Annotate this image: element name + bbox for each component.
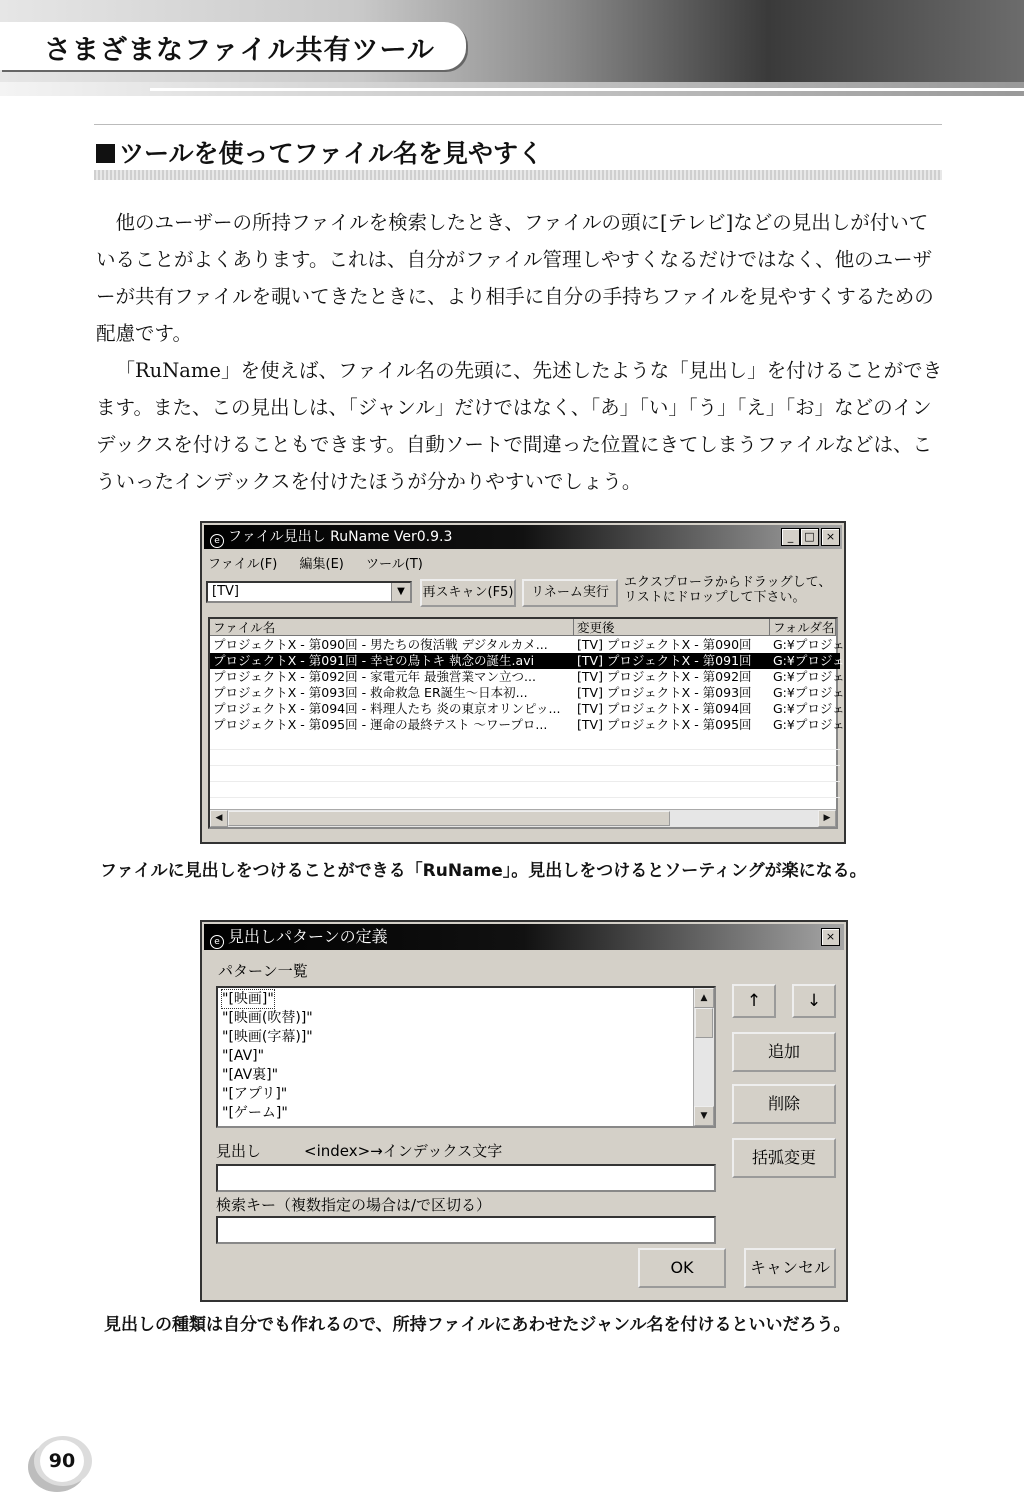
grid-line — [210, 765, 840, 766]
app-icon: e — [210, 534, 224, 548]
app-icon: e — [210, 935, 224, 949]
page-number: 90 — [40, 1440, 84, 1482]
window-titlebar[interactable] — [204, 525, 842, 549]
close-button[interactable]: × — [821, 528, 840, 546]
scroll-thumb[interactable] — [695, 1008, 713, 1038]
heading-label: 見出し — [216, 1142, 262, 1160]
cell-after: [TV] プロジェクトX - 第094回 — [577, 701, 752, 716]
list-item[interactable]: "[映画(吹替)]" — [222, 1010, 313, 1026]
square-bullet-icon — [96, 144, 115, 163]
table-row[interactable] — [210, 685, 845, 701]
chapter-title: さまざまなファイル共有ツール — [44, 35, 435, 66]
horizontal-scrollbar[interactable] — [210, 809, 836, 827]
table-row[interactable] — [210, 637, 845, 653]
drop-hint: エクスプローラからドラッグして、リストにドロップして下さい。 — [624, 575, 832, 605]
cell-after: [TV] プロジェクトX - 第092回 — [577, 669, 752, 684]
cell-filename: プロジェクトX - 第094回 - 料理人たち 炎の東京オリンピッ... — [213, 701, 561, 716]
runame-window — [200, 521, 846, 844]
search-key-input[interactable] — [216, 1216, 716, 1244]
grid-line — [210, 781, 840, 782]
caption-pattern: 見出しの種類は自分でも作れるので、所持ファイルにあわせたジャンル名を付けるといいだろう。 — [104, 1315, 851, 1335]
cell-after: [TV] プロジェクトX - 第090回 — [577, 637, 752, 652]
column-header-filename[interactable]: ファイル名 — [210, 619, 574, 636]
table-row-selected[interactable] — [210, 653, 845, 669]
ok-button[interactable]: OK — [638, 1248, 726, 1288]
menu-bar — [208, 553, 441, 572]
cell-after: [TV] プロジェクトX - 第095回 — [577, 717, 752, 732]
pattern-dialog — [200, 920, 848, 1302]
cell-filename: プロジェクトX - 第092回 - 家電元年 最強営業マン立つ... — [213, 669, 536, 684]
section-rule — [94, 124, 942, 125]
maximize-button[interactable]: □ — [800, 528, 819, 546]
header-divider — [150, 88, 1024, 91]
cell-filename: プロジェクトX - 第093回 - 救命救急 ER誕生～日本初... — [213, 685, 528, 700]
section-bar — [94, 170, 942, 180]
minimize-button[interactable]: _ — [781, 528, 800, 546]
table-row[interactable] — [210, 669, 845, 685]
scroll-right-icon[interactable]: ▶ — [818, 810, 836, 827]
scroll-thumb[interactable] — [228, 811, 670, 826]
list-item[interactable]: "[映画]" — [222, 991, 274, 1007]
grid-line — [210, 749, 840, 750]
scroll-left-icon[interactable]: ◀ — [210, 810, 228, 827]
menu-edit[interactable]: 編集(E) — [299, 557, 344, 572]
scroll-down-icon[interactable]: ▼ — [694, 1106, 714, 1126]
cell-folder: G:¥プロジェ — [773, 685, 845, 700]
caption-runame: ファイルに見出しをつけることができる「RuName」。見出しをつけるとソーティングが楽になる。 — [100, 861, 867, 881]
cancel-button[interactable]: キャンセル — [744, 1248, 836, 1288]
cell-folder: G:¥プロジェ — [773, 653, 845, 668]
cell-filename: プロジェクトX - 第091回 - 幸せの鳥トキ 執念の誕生.avi — [213, 653, 535, 668]
window-title: ファイル見出し RuName Ver0.9.3 — [228, 529, 453, 545]
section-title: ツールを使ってファイル名を見やすく — [119, 139, 544, 168]
heading-hint: <index>→インデックス文字 — [304, 1142, 503, 1160]
chevron-down-icon[interactable]: ▼ — [391, 583, 410, 601]
vertical-scrollbar[interactable] — [693, 988, 714, 1126]
table-row[interactable] — [210, 717, 845, 733]
menu-file[interactable]: ファイル(F) — [208, 557, 278, 572]
paragraph-1: 他のユーザーの所持ファイルを検索したとき、ファイルの頭に[テレビ]などの見出しが付いていることがよくあります。これは、自分がファイル管理しやすくなるだけではなく、他のユーザーが共有ファイルを覗いてきたときに、より相手に自分の手持ちファイルを見やすくするための配慮です。 — [96, 211, 934, 345]
menu-tools[interactable]: ツール(T) — [366, 557, 423, 572]
add-button[interactable]: 追加 — [732, 1032, 836, 1072]
cell-folder: G:¥プロジェ — [773, 669, 845, 684]
pattern-list[interactable] — [216, 986, 716, 1128]
list-item[interactable]: "[映画(字幕)]" — [222, 1029, 313, 1045]
dialog-titlebar[interactable] — [204, 924, 844, 950]
cell-folder: G:¥プロジェ — [773, 637, 845, 652]
move-up-button[interactable]: ↑ — [732, 984, 776, 1018]
dialog-title: 見出しパターンの定義 — [228, 927, 388, 946]
list-item[interactable]: "[AV]" — [222, 1048, 265, 1064]
scroll-up-icon[interactable]: ▲ — [694, 988, 714, 1008]
heading-input[interactable] — [216, 1164, 716, 1192]
cell-after: [TV] プロジェクトX - 第091回 — [577, 653, 752, 668]
section-heading — [96, 134, 543, 170]
cell-filename: プロジェクトX - 第090回 - 男たちの復活戦 デジタルカメ... — [213, 637, 548, 652]
table-row[interactable] — [210, 701, 845, 717]
list-item[interactable]: "[アプリ]" — [222, 1086, 288, 1102]
pattern-list-label: パターン一覧 — [218, 962, 308, 980]
page-number-badge — [34, 1436, 92, 1486]
grid-line — [210, 797, 840, 798]
cell-after: [TV] プロジェクトX - 第093回 — [577, 685, 752, 700]
paragraph-2: 「RuName」を使えば、ファイル名の先頭に、先述したような「見出し」を付けることができます。また、この見出しは、「ジャンル」だけではなく、「あ」「い」「う」「え」「お」などのインデックスを付けることもできます。自動ソートで間違った位置にきてしまうファイルなどは、こういったインデックスを付けたほうが分かりやすいでしょう。 — [96, 359, 943, 493]
column-header-folder[interactable]: フォルダ名 — [770, 619, 836, 636]
rename-button[interactable]: リネーム実行 — [522, 579, 618, 607]
move-down-button[interactable]: ↓ — [792, 984, 836, 1018]
rescan-button[interactable]: 再スキャン(F5) — [420, 579, 516, 607]
cell-filename: プロジェクトX - 第095回 - 運命の最終テスト ～ワープロ... — [213, 717, 548, 732]
list-item[interactable]: "[ゲーム]" — [222, 1105, 288, 1121]
file-list[interactable] — [208, 617, 845, 829]
cell-folder: G:¥プロジェ — [773, 717, 845, 732]
column-header-after[interactable]: 変更後 — [574, 619, 770, 636]
delete-button[interactable]: 削除 — [732, 1084, 836, 1124]
heading-combo-value: [TV] — [212, 584, 239, 599]
bracket-change-button[interactable]: 括弧変更 — [732, 1138, 836, 1178]
heading-combo[interactable] — [206, 581, 412, 603]
search-key-label: 検索キー（複数指定の場合は/で区切る） — [216, 1196, 492, 1214]
list-item[interactable]: "[AV裏]" — [222, 1067, 279, 1083]
cell-folder: G:¥プロジェ — [773, 701, 845, 716]
close-button[interactable]: × — [821, 928, 840, 946]
